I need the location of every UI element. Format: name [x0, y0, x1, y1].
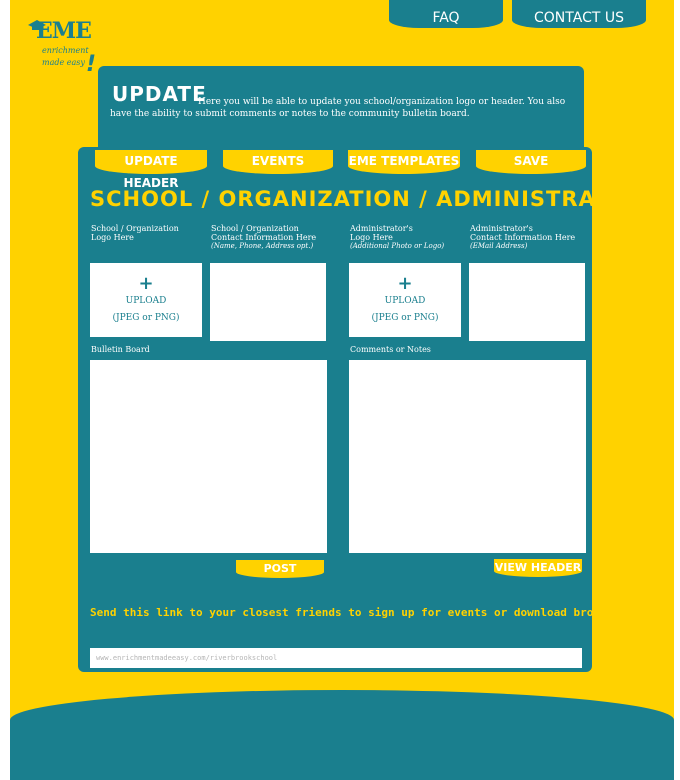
admin-contact-label: [470, 224, 575, 251]
admin-logo-label-line1: Administrator's: [350, 224, 413, 233]
school-logo-upload[interactable]: [90, 263, 202, 337]
school-contact-field[interactable]: [210, 263, 326, 341]
logo-exclamation: !: [86, 52, 97, 77]
upload-label: UPLOAD: [125, 296, 167, 306]
update-description: Here you will be able to update you school/organization logo or header. You also have the ability to submit comments or notes to the community bulletin board.: [110, 97, 566, 119]
share-link-text: www.enrichmentmadeeasy.com/riverbrookschool: [96, 654, 278, 662]
admin-logo-label: [350, 224, 444, 251]
upload-label: UPLOAD: [384, 296, 426, 306]
admin-logo-label-line2: Logo Here: [350, 233, 393, 242]
footer-wave: [10, 690, 674, 780]
admin-logo-upload[interactable]: [349, 263, 461, 337]
share-message: Send this link to your closest friends to sign up for events or download brochures!: [90, 606, 640, 619]
bulletin-board-label: Bulletin Board: [91, 345, 150, 354]
contact-us-link[interactable]: CONTACT US: [512, 0, 646, 28]
share-link-field[interactable]: [90, 648, 582, 668]
faq-link[interactable]: FAQ: [389, 0, 503, 28]
admin-contact-label-line2: Contact Information Here: [470, 233, 576, 242]
upload-formats: (JPEG or PNG): [112, 313, 180, 323]
eme-logo[interactable]: [28, 18, 108, 76]
school-contact-hint: (Name, Phone, Address opt.): [211, 242, 314, 250]
section-title: SCHOOL / ORGANIZATION / ADMINISTRATOR: [90, 187, 646, 211]
admin-logo-hint: (Additional Photo or Logo): [350, 242, 445, 250]
school-contact-label-line1: School / Organization: [211, 224, 299, 233]
main-form-panel: [78, 147, 646, 672]
view-header-button[interactable]: VIEW HEADER: [494, 559, 582, 577]
school-logo-label-line2: Logo Here: [91, 233, 134, 242]
tab-update-header[interactable]: UPDATE HEADER: [95, 150, 207, 174]
admin-contact-hint: (EMail Address): [470, 242, 528, 250]
update-title: UPDATE: [112, 82, 207, 106]
admin-contact-label-line1: Administrator's: [470, 224, 533, 233]
admin-contact-field[interactable]: [469, 263, 585, 341]
logo-tagline-2: made easy: [42, 58, 85, 67]
upload-formats: (JPEG or PNG): [371, 313, 439, 323]
add-icon: +: [138, 273, 154, 294]
logo-tagline-1: enrichment: [42, 46, 89, 55]
post-button[interactable]: POST: [236, 560, 324, 578]
bulletin-board-field[interactable]: [90, 360, 327, 553]
page-background: [10, 0, 674, 780]
school-logo-label-line1: School / Organization: [91, 224, 179, 233]
school-logo-label: [91, 224, 179, 242]
add-icon: +: [397, 273, 413, 294]
tab-events[interactable]: EVENTS: [223, 150, 333, 174]
update-info-panel: [98, 66, 584, 156]
tab-eme-templates[interactable]: EME TEMPLATES: [348, 150, 460, 174]
school-contact-label: [211, 224, 316, 251]
school-contact-label-line2: Contact Information Here: [211, 233, 317, 242]
tab-save[interactable]: SAVE: [476, 150, 586, 174]
comments-field[interactable]: [349, 360, 586, 553]
logo-text: EME: [36, 18, 91, 44]
comments-label: Comments or Notes: [350, 345, 431, 354]
